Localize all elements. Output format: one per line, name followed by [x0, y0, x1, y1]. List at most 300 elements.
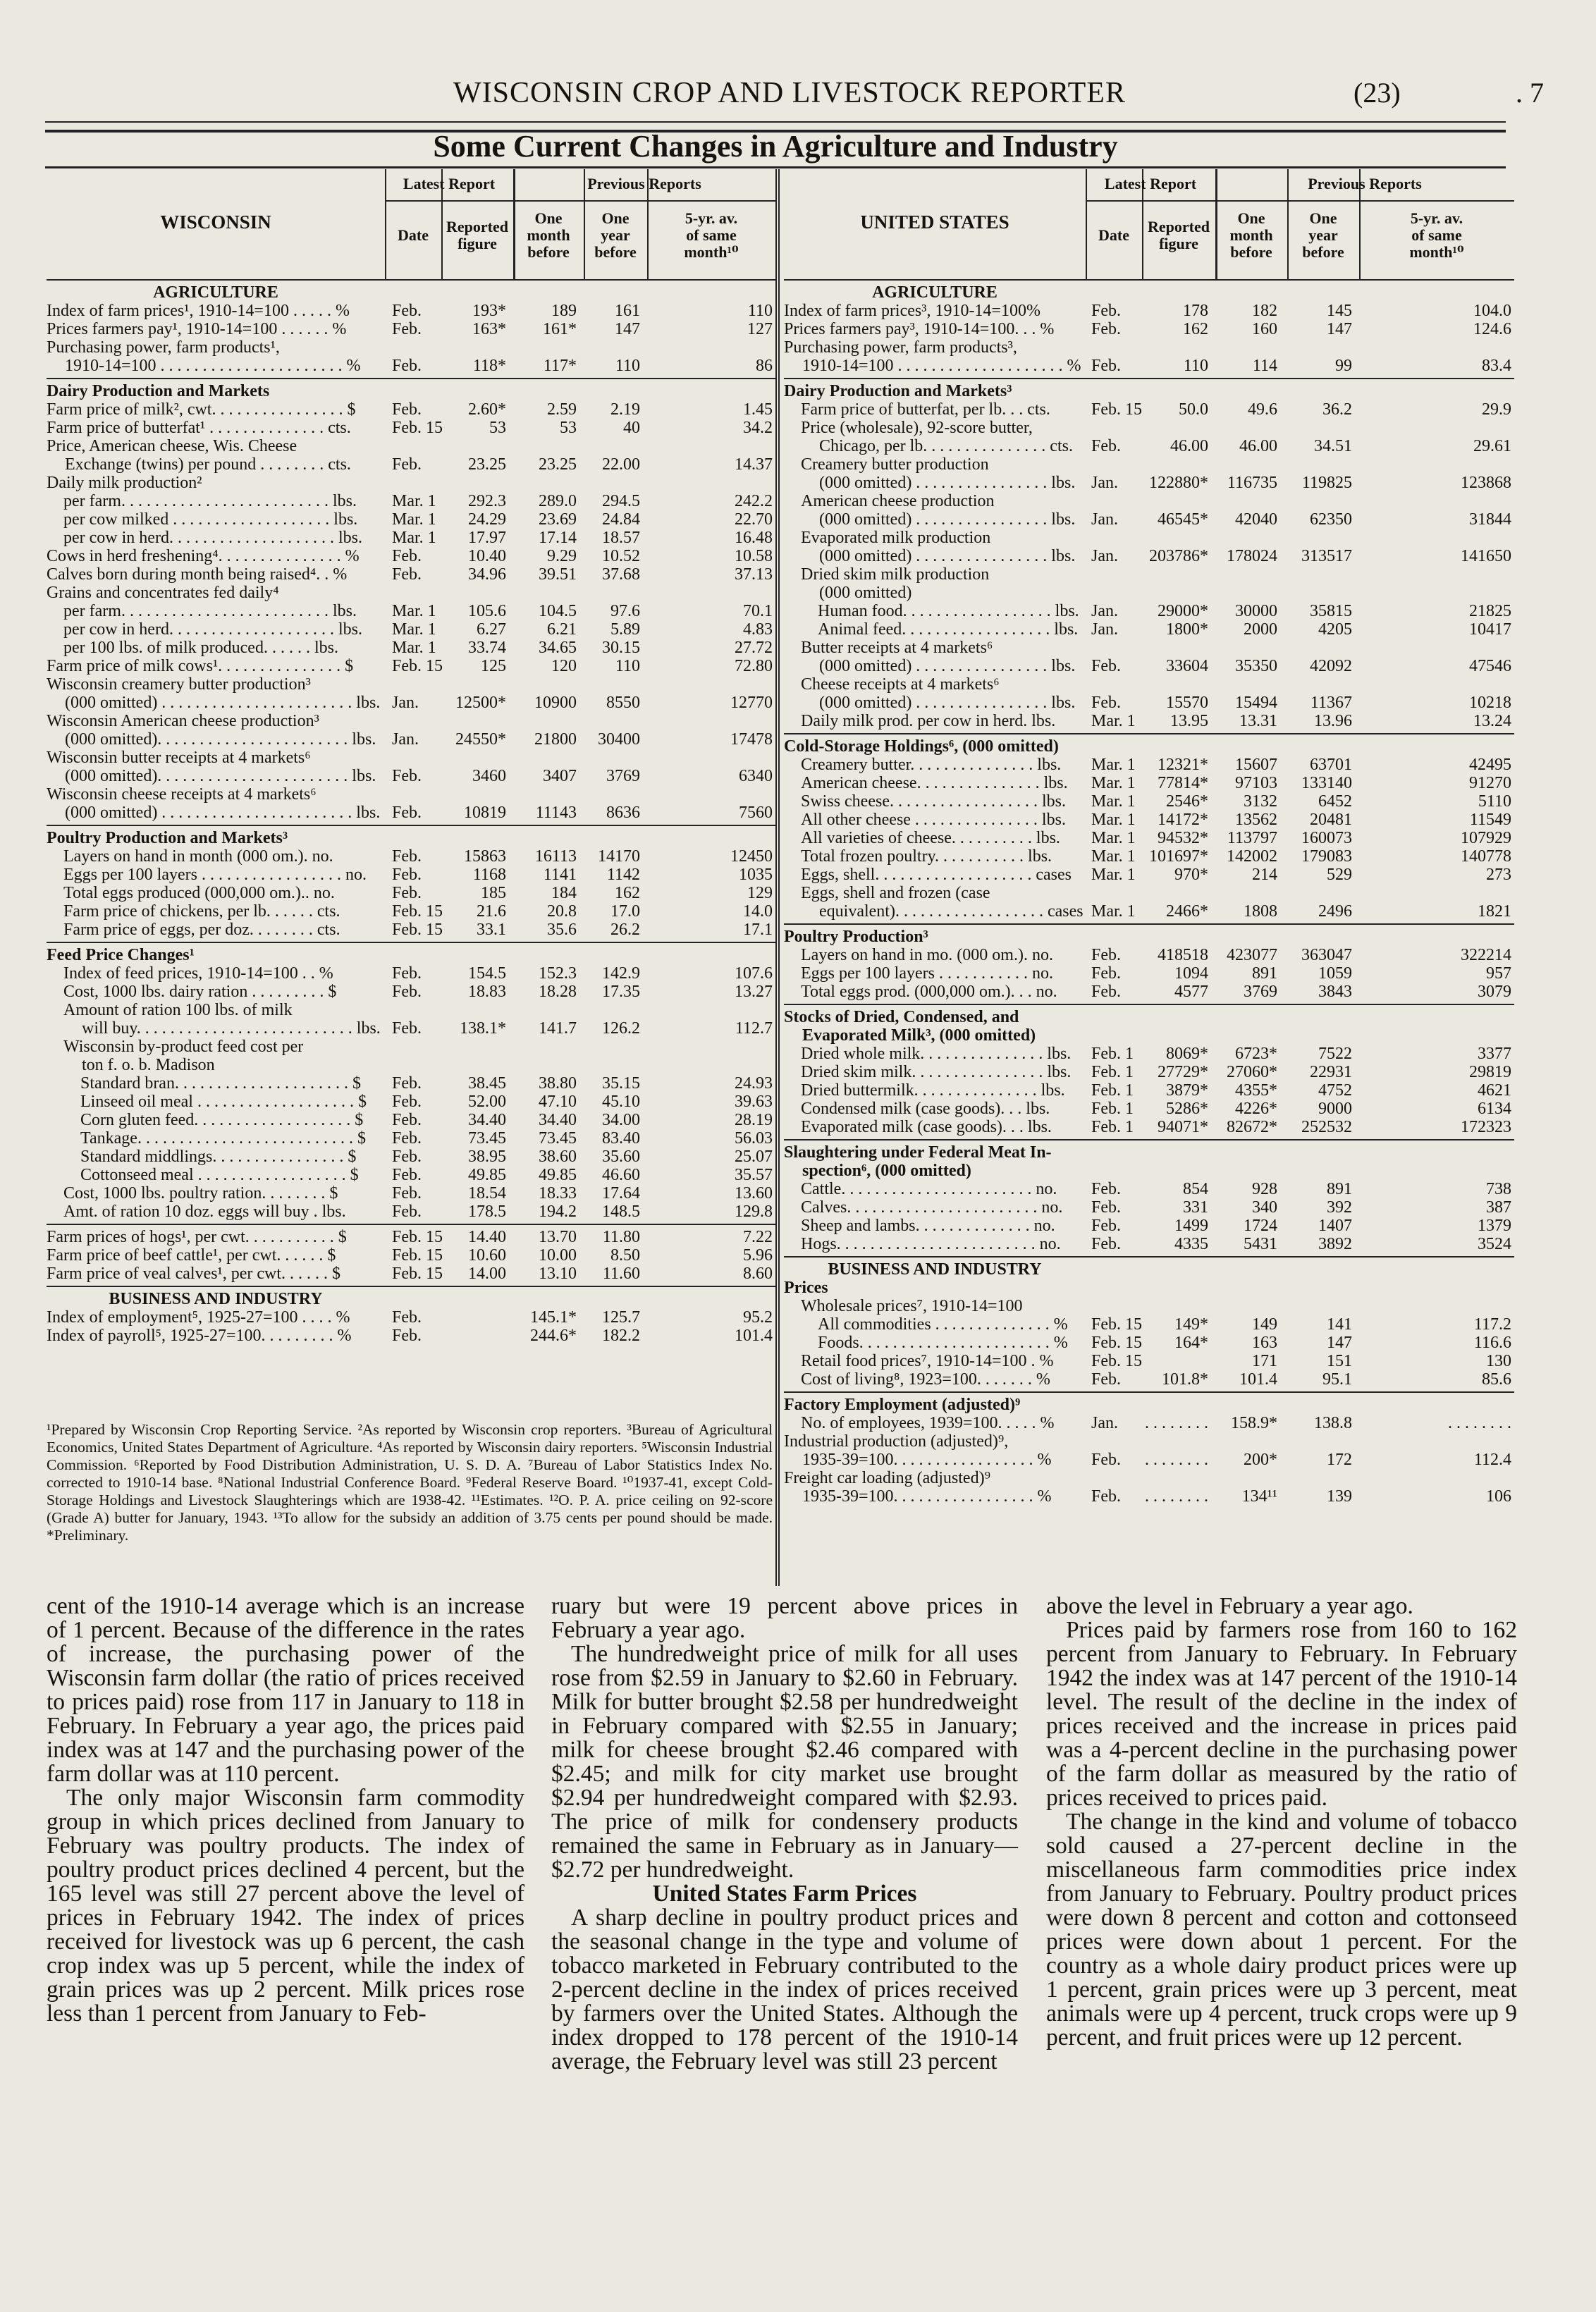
- table-row: [47, 529, 775, 547]
- row-label-text: Farm price of milk², cwt. . . . . . . . . . . . . . . . $: [47, 400, 356, 419]
- month-before-cell: 15494: [1235, 694, 1277, 712]
- month-before-cell: 15607: [1235, 756, 1277, 774]
- row-label: [801, 774, 1081, 792]
- row-label: [801, 1217, 1081, 1235]
- row-label-cont: (000 omitted) . . . . . . . . . . . . . . . . lbs.: [819, 694, 1076, 712]
- year-before-cell: 141: [1327, 1315, 1352, 1334]
- year-before-cell: 6452: [1318, 792, 1352, 811]
- section-title: Some Current Changes in Agriculture and Industry: [433, 129, 1118, 164]
- row-label: [63, 639, 385, 657]
- row-label-cont: (000 omitted). . . . . . . . . . . . . . . . . . . . . . . lbs.: [65, 730, 376, 749]
- table-row: [47, 1246, 775, 1265]
- row-label-text: Cost, 1000 lbs. dairy ration . . . . . . . . . $: [63, 983, 337, 1001]
- date-cell: Feb. 1: [1091, 1045, 1134, 1063]
- row-label-cont: ton f. o. b. Madison: [82, 1056, 215, 1074]
- one-year-before-header-line: One: [601, 209, 630, 227]
- date-cell: Feb.: [392, 884, 422, 902]
- reported-cell: 1800*: [1166, 620, 1208, 639]
- year-before-cell: 17.35: [602, 983, 640, 1001]
- row-label-text: Dried whole milk. . . . . . . . . . . . . . . lbs.: [801, 1045, 1072, 1063]
- section-heading: BUSINESS AND INDUSTRY: [828, 1260, 1042, 1279]
- five-year-average-cell: 242.2: [735, 492, 773, 510]
- row-label: [801, 1198, 1081, 1217]
- row-label: [784, 320, 1081, 338]
- five-year-average-cell: 42495: [1469, 756, 1511, 774]
- year-before-cell: 8.50: [610, 1246, 640, 1265]
- row-label: [47, 785, 385, 822]
- row-label: [63, 510, 385, 529]
- five-year-average-cell: 116.6: [1473, 1334, 1511, 1352]
- row-label: [47, 1228, 385, 1246]
- five-year-average-cell: 124.6: [1473, 320, 1511, 338]
- row-label: [63, 866, 385, 884]
- month-before-cell: 340: [1252, 1198, 1277, 1217]
- row-label: [47, 657, 385, 675]
- table-row: [47, 1265, 775, 1283]
- reported-cell: 122880*: [1149, 474, 1208, 492]
- reported-cell: 8069*: [1166, 1045, 1208, 1063]
- date-cell: Feb.: [392, 804, 422, 822]
- one-month-before-header-line: before: [1230, 243, 1272, 261]
- table-row: [47, 547, 775, 565]
- row-label: [47, 1327, 385, 1345]
- united-states-table: [784, 169, 1514, 1586]
- table-header: [784, 169, 1514, 281]
- year-before-cell: 45.10: [602, 1093, 640, 1111]
- month-before-cell: 141.7: [539, 1019, 577, 1038]
- five-year-average-cell: 8.60: [743, 1265, 773, 1283]
- year-before-cell: 147: [1327, 1334, 1352, 1352]
- date-cell: Feb.: [1091, 1217, 1121, 1235]
- reported-cell: 2546*: [1166, 792, 1208, 811]
- row-label-text: Cottonseed meal . . . . . . . . . . . . . . . . . . $: [80, 1166, 359, 1184]
- reported-cell: 15570: [1166, 694, 1208, 712]
- five-year-average-cell: 13.24: [1473, 712, 1511, 730]
- year-before-cell: 4752: [1318, 1081, 1352, 1100]
- five-year-average-cell: 24.93: [735, 1074, 773, 1093]
- row-label-text: Farm price of butterfat, per lb. . . cts.: [801, 400, 1050, 419]
- row-label: [801, 884, 1084, 921]
- reported-cell: 138.1*: [460, 1019, 506, 1038]
- reported-cell: 29000*: [1158, 602, 1208, 620]
- row-label-text: Cattle. . . . . . . . . . . . . . . . . . . . . . . no.: [801, 1180, 1057, 1198]
- row-label-text: Farm price of eggs, per doz. . . . . . . . cts.: [63, 921, 340, 939]
- reported-cell: 3460: [472, 767, 506, 785]
- row-label: [63, 964, 385, 983]
- latest-report-header: Latest Report: [403, 175, 496, 192]
- row-label: [47, 1265, 385, 1283]
- reported-cell: 34.40: [468, 1111, 506, 1129]
- year-before-cell: 37.68: [602, 565, 640, 584]
- row-label-text: Evaporated milk (case goods). . . lbs.: [801, 1118, 1052, 1136]
- table-row: [784, 419, 1514, 455]
- table-row: [47, 437, 775, 474]
- reported-cell: 970*: [1174, 866, 1208, 884]
- table-section: [47, 281, 775, 375]
- wisconsin-table: [47, 169, 775, 1586]
- table-row: [784, 1180, 1514, 1198]
- row-label: [47, 302, 385, 320]
- row-label-text: Eggs per 100 layers . . . . . . . . . . . . . . . . . no.: [63, 866, 367, 884]
- reported-figure-header-line: figure: [458, 235, 497, 252]
- row-label-text: Wisconsin butter receipts at 4 markets⁶: [47, 749, 311, 767]
- date-cell: Feb.: [392, 1111, 422, 1129]
- five-year-average-cell: 29.9: [1482, 400, 1511, 419]
- reported-cell: 1094: [1174, 964, 1208, 983]
- row-label-cont: Exchange (twins) per pound . . . . . . . . cts.: [65, 455, 351, 474]
- row-label: [47, 547, 385, 565]
- table-row: [47, 1074, 775, 1093]
- date-cell: Jan.: [392, 730, 419, 749]
- table-row: [784, 829, 1514, 847]
- month-before-cell: 104.5: [539, 602, 577, 620]
- row-label-cont: 1935-39=100. . . . . . . . . . . . . . . . . %: [802, 1487, 1052, 1506]
- row-label: [47, 320, 385, 338]
- five-year-average-cell: 130: [1486, 1352, 1511, 1370]
- reported-cell: 12321*: [1158, 756, 1208, 774]
- row-label: [801, 1297, 1081, 1315]
- date-cell: Feb.: [1091, 302, 1121, 320]
- row-label: [63, 847, 385, 866]
- reported-cell: . . . . . . . .: [1145, 1414, 1208, 1432]
- row-label: [818, 620, 1081, 639]
- year-before-cell: 26.2: [610, 921, 640, 939]
- row-label: [784, 338, 1081, 375]
- row-label-text: All commodities . . . . . . . . . . . . . . %: [818, 1315, 1068, 1334]
- month-before-cell: 38.80: [539, 1074, 577, 1093]
- reported-cell: 94071*: [1158, 1118, 1208, 1136]
- five-year-average-cell: 22.70: [735, 510, 773, 529]
- title-rule: [45, 166, 1506, 168]
- five-year-average-header-line: 5-yr. av.: [685, 209, 738, 227]
- year-before-cell: 4205: [1318, 620, 1352, 639]
- table-row: [784, 756, 1514, 774]
- month-before-cell: 1724: [1244, 1217, 1277, 1235]
- table-row: [784, 1235, 1514, 1253]
- five-year-average-cell: 5110: [1478, 792, 1511, 811]
- date-cell: Feb.: [392, 866, 422, 884]
- date-cell: Mar. 1: [1091, 866, 1136, 884]
- five-year-average-cell: 1035: [739, 866, 773, 884]
- five-year-average-cell: 14.0: [743, 902, 773, 921]
- reported-cell: 125: [481, 657, 506, 675]
- row-label: [784, 1432, 1081, 1469]
- month-before-cell: 113797: [1227, 829, 1277, 847]
- row-label-text: All varieties of cheese. . . . . . . . . . lbs.: [801, 829, 1060, 847]
- year-before-cell: 182.2: [602, 1327, 640, 1345]
- reported-cell: 2466*: [1166, 902, 1208, 921]
- date-cell: Jan.: [1091, 1414, 1118, 1432]
- row-label-cont: (000 omitted) . . . . . . . . . . . . . . . . lbs.: [819, 510, 1076, 529]
- row-label: [801, 964, 1081, 983]
- five-year-average-cell: 104.0: [1473, 302, 1511, 320]
- five-year-average-cell: 27.72: [735, 639, 773, 657]
- five-year-average-cell: 957: [1486, 964, 1511, 983]
- section-heading: AGRICULTURE: [872, 283, 998, 302]
- date-cell: Feb. 1: [1091, 1081, 1134, 1100]
- reported-cell: 10.40: [468, 547, 506, 565]
- table-row: [47, 712, 775, 749]
- previous-reports-header: Previous Reports: [1308, 175, 1422, 192]
- row-label: [47, 712, 385, 749]
- month-before-cell: 42040: [1235, 510, 1277, 529]
- one-year-before-header-line: before: [1302, 243, 1344, 261]
- table-row: [784, 712, 1514, 730]
- row-label-text: Total eggs produced (000,000 om.).. no.: [63, 884, 335, 902]
- row-label: [63, 602, 385, 620]
- row-label-text: Corn gluten feed. . . . . . . . . . . . . . . . . . . $: [80, 1111, 364, 1129]
- section-heading: Cold-Storage Holdings⁶, (000 omitted): [784, 737, 1059, 756]
- five-year-average-cell: 10218: [1469, 694, 1511, 712]
- table-row: [47, 492, 775, 510]
- row-label: [47, 1308, 385, 1327]
- date-cell: Mar. 1: [1091, 829, 1136, 847]
- reported-cell: 163*: [472, 320, 506, 338]
- month-before-cell: 21800: [534, 730, 577, 749]
- five-year-average-cell: 6340: [739, 767, 773, 785]
- row-label: [80, 1148, 385, 1166]
- month-before-cell: 928: [1252, 1180, 1277, 1198]
- date-cell: Feb. 1: [1091, 1100, 1134, 1118]
- date-cell: Feb. 15: [1091, 1315, 1142, 1334]
- year-before-cell: 63701: [1310, 756, 1352, 774]
- row-label-cont: 1910-14=100 . . . . . . . . . . . . . . . . . . . . %: [802, 357, 1081, 375]
- row-label-text: Creamery butter. . . . . . . . . . . . . . . lbs.: [801, 756, 1062, 774]
- table-section: [784, 281, 1514, 375]
- section-heading: Dairy Production and Markets: [47, 382, 270, 400]
- year-before-cell: 160073: [1301, 829, 1352, 847]
- month-before-cell: 149: [1252, 1315, 1277, 1334]
- reported-cell: 149*: [1174, 1315, 1208, 1334]
- reported-cell: 162: [1183, 320, 1208, 338]
- table-row: [47, 1148, 775, 1166]
- month-before-cell: 152.3: [539, 964, 577, 983]
- row-label-text: Prices farmers pay³, 1910-14=100. . . %: [784, 320, 1055, 338]
- month-before-cell: 82672*: [1227, 1118, 1277, 1136]
- year-before-cell: 2.19: [610, 400, 640, 419]
- month-before-cell: 16113: [534, 847, 577, 866]
- date-cell: Feb.: [1091, 1198, 1121, 1217]
- year-before-cell: 252532: [1301, 1118, 1352, 1136]
- year-before-cell: 30.15: [602, 639, 640, 657]
- five-year-average-cell: 47546: [1469, 657, 1511, 675]
- table-row: [784, 1414, 1514, 1432]
- row-label-text: Prices: [784, 1279, 828, 1297]
- month-before-cell: 4226*: [1235, 1100, 1277, 1118]
- month-before-cell: 423077: [1227, 946, 1277, 964]
- row-label-text: Eggs, shell. . . . . . . . . . . . . . . . . . . cases: [801, 866, 1072, 884]
- reported-cell: 101.8*: [1162, 1370, 1208, 1389]
- row-label: [80, 1111, 385, 1129]
- reported-cell: 13.95: [1170, 712, 1208, 730]
- table-row: [784, 639, 1514, 675]
- row-label-text: Dried buttermilk. . . . . . . . . . . . . . . lbs.: [801, 1081, 1065, 1100]
- header-group-rule: [1086, 200, 1514, 202]
- row-label: [801, 675, 1081, 712]
- row-label: [63, 1203, 385, 1221]
- five-year-average-cell: 12450: [730, 847, 773, 866]
- table-row: [784, 1315, 1514, 1334]
- table-row: [784, 774, 1514, 792]
- row-label-text: Sheep and lambs. . . . . . . . . . . . . . no.: [801, 1217, 1055, 1235]
- five-year-average-cell: 110: [747, 302, 773, 320]
- table-row: [47, 419, 775, 437]
- article-paragraph: above the level in February a year ago.: [1046, 1593, 1413, 1619]
- month-before-cell: 35.6: [547, 921, 577, 939]
- table-row: [47, 964, 775, 983]
- month-before-cell: 20.8: [547, 902, 577, 921]
- date-cell: Feb. 15: [392, 902, 443, 921]
- year-before-cell: 35815: [1310, 602, 1352, 620]
- row-label: [47, 400, 385, 419]
- five-year-average-cell: 273: [1486, 866, 1511, 884]
- row-label-text: Wisconsin cheese receipts at 4 markets⁶: [47, 785, 317, 804]
- month-before-cell: 200*: [1244, 1451, 1277, 1469]
- article-paragraph: cent of the 1910-14 average which is an increase of 1 percent. Because of the difference in the rates of increase, the purchasing power of the Wisconsin farm dollar (the ratio of prices received to prices paid) rose from 117 in January to 118 in February. In February a year ago, the prices paid index was at 147 and the purchasing power of the farm dollar was at 110 percent.: [47, 1593, 524, 1787]
- month-before-cell: 13.10: [539, 1265, 577, 1283]
- year-before-cell: 17.64: [602, 1184, 640, 1203]
- five-year-average-cell: 387: [1486, 1198, 1511, 1217]
- table-row: [47, 565, 775, 584]
- row-label: [801, 712, 1081, 730]
- row-label: [80, 1129, 385, 1148]
- month-before-cell: 47.10: [539, 1093, 577, 1111]
- row-label: [47, 749, 385, 785]
- month-before-cell: 46.00: [1239, 437, 1277, 455]
- month-before-cell: 30000: [1235, 602, 1277, 620]
- row-label-cont: (000 omitted) . . . . . . . . . . . . . . . . . . . . . . . lbs.: [65, 694, 381, 712]
- row-label-text: Cost, 1000 lbs. poultry ration. . . . . . . . $: [63, 1184, 338, 1203]
- date-cell: Feb.: [1091, 357, 1121, 375]
- year-before-cell: 34.51: [1314, 437, 1352, 455]
- month-before-cell: 171: [1252, 1352, 1277, 1370]
- row-label-text: Creamery butter production: [801, 455, 989, 474]
- date-cell: Feb. 15: [1091, 1352, 1142, 1370]
- article-paragraph: The hundredweight price of milk for all uses rose from $2.59 in January to $2.60 in February. Milk for butter brought $2.58 per hundredweight in February compared with $2.55 in January; milk for cheese brought $2.46 compared with $2.45; and milk for city market use brought $2.94 per hundredweight compared with $2.93. The price of milk for condensery products remained the same in February as in January—$2.72 per hundredweight.: [551, 1641, 1018, 1883]
- table-row: [784, 1198, 1514, 1217]
- masthead: [28, 76, 1551, 117]
- row-label: [63, 1001, 385, 1038]
- row-label: [801, 1118, 1081, 1136]
- row-label: [801, 756, 1081, 774]
- year-before-cell: 11.60: [602, 1265, 640, 1283]
- five-year-average-header: [647, 210, 775, 261]
- row-label-cont: will buy. . . . . . . . . . . . . . . . . . . . . . . . . . lbs.: [82, 1019, 381, 1038]
- five-year-average-cell: 10.58: [735, 547, 773, 565]
- month-before-cell: 13.31: [1239, 712, 1277, 730]
- month-before-cell: 53: [560, 419, 577, 437]
- row-label-cont: 1910-14=100 . . . . . . . . . . . . . . . . . . . . . . %: [65, 357, 361, 375]
- date-cell: Feb.: [1091, 1180, 1121, 1198]
- five-year-average-cell: 172323: [1461, 1118, 1511, 1136]
- date-cell: Feb.: [1091, 983, 1121, 1001]
- row-label-text: Prices farmers pay¹, 1910-14=100 . . . . . . %: [47, 320, 347, 338]
- year-before-cell: 3892: [1318, 1235, 1352, 1253]
- date-cell: Mar. 1: [1091, 902, 1136, 921]
- year-before-cell: 36.2: [1322, 400, 1352, 419]
- row-label-text: Tankage. . . . . . . . . . . . . . . . . . . . . . . . . . $: [80, 1129, 366, 1148]
- reported-cell: 52.00: [468, 1093, 506, 1111]
- year-before-cell: 133140: [1301, 774, 1352, 792]
- month-before-cell: 23.69: [539, 510, 577, 529]
- year-before-cell: 97.6: [610, 602, 640, 620]
- reported-cell: 5286*: [1166, 1100, 1208, 1118]
- row-label-text: Farm price of veal calves¹, per cwt. . . . . . $: [47, 1265, 341, 1283]
- date-cell: Feb. 1: [1091, 1063, 1134, 1081]
- row-label-text: Dried skim milk. . . . . . . . . . . . . . . . lbs.: [801, 1063, 1072, 1081]
- row-label-text: Condensed milk (case goods). . . lbs.: [801, 1100, 1050, 1118]
- date-cell: Feb.: [392, 1308, 422, 1327]
- row-label-text: Farm price of beef cattle¹, per cwt. . . . . . $: [47, 1246, 336, 1265]
- section-heading: Feed Price Changes¹: [47, 946, 195, 964]
- year-before-cell: 110: [615, 357, 640, 375]
- date-cell: Feb.: [392, 320, 422, 338]
- article-column-2: [551, 1594, 1018, 2074]
- table-row: [47, 921, 775, 939]
- date-cell: Mar. 1: [1091, 756, 1136, 774]
- date-cell: Feb.: [392, 547, 422, 565]
- row-label-text: Cost of living⁸, 1923=100. . . . . . . %: [801, 1370, 1050, 1389]
- five-year-average-cell: 140778: [1461, 847, 1511, 866]
- date-cell: Feb.: [392, 964, 422, 983]
- table-row: [784, 884, 1514, 921]
- five-year-average-header-line: month¹⁰: [1409, 243, 1464, 261]
- month-before-cell: 163: [1252, 1334, 1277, 1352]
- five-year-average-cell: 7560: [739, 804, 773, 822]
- reported-cell: 94532*: [1158, 829, 1208, 847]
- one-year-before-header-line: year: [601, 226, 630, 244]
- date-cell: Feb.: [392, 1166, 422, 1184]
- month-before-cell: 158.9*: [1231, 1414, 1277, 1432]
- reported-cell: 1499: [1174, 1217, 1208, 1235]
- reported-figure-header-line: Reported: [446, 218, 508, 235]
- year-before-cell: 125.7: [602, 1308, 640, 1327]
- reported-cell: 178: [1183, 302, 1208, 320]
- table-row: [784, 1081, 1514, 1100]
- row-label-text: Eggs, shell and frozen (case: [801, 884, 990, 902]
- month-before-cell: 5431: [1244, 1235, 1277, 1253]
- row-label-text: Hogs. . . . . . . . . . . . . . . . . . . . . . . . no.: [801, 1235, 1061, 1253]
- year-before-cell: 11.80: [602, 1228, 640, 1246]
- year-before-cell: 139: [1327, 1487, 1352, 1506]
- date-cell: Feb.: [1091, 320, 1121, 338]
- date-cell: Feb.: [392, 1074, 422, 1093]
- reported-cell: 18.54: [468, 1184, 506, 1203]
- one-year-before-header: [1287, 210, 1359, 261]
- month-before-cell: 891: [1252, 964, 1277, 983]
- five-year-average-cell: 141650: [1461, 547, 1511, 565]
- date-cell: Feb. 15: [392, 1265, 443, 1283]
- row-label: [801, 1370, 1081, 1389]
- table-row: [784, 1100, 1514, 1118]
- five-year-average-cell: 5.96: [743, 1246, 773, 1265]
- table-section: [784, 378, 1514, 730]
- table-row: [47, 1129, 775, 1148]
- five-year-average-cell: 7.22: [743, 1228, 773, 1246]
- row-label-text: Eggs per 100 layers . . . . . . . . . . . no.: [801, 964, 1053, 983]
- reported-cell: 164*: [1174, 1334, 1208, 1352]
- reported-cell: 14172*: [1158, 811, 1208, 829]
- row-label: [47, 419, 385, 437]
- month-before-cell: 13.70: [539, 1228, 577, 1246]
- five-year-average-header-line: 5-yr. av.: [1410, 209, 1463, 227]
- reported-cell: 73.45: [468, 1129, 506, 1148]
- table-section: [47, 825, 775, 939]
- month-before-cell: 114: [1252, 357, 1277, 375]
- reported-cell: 101697*: [1149, 847, 1208, 866]
- table-row: [47, 1166, 775, 1184]
- five-year-average-cell: 16.48: [735, 529, 773, 547]
